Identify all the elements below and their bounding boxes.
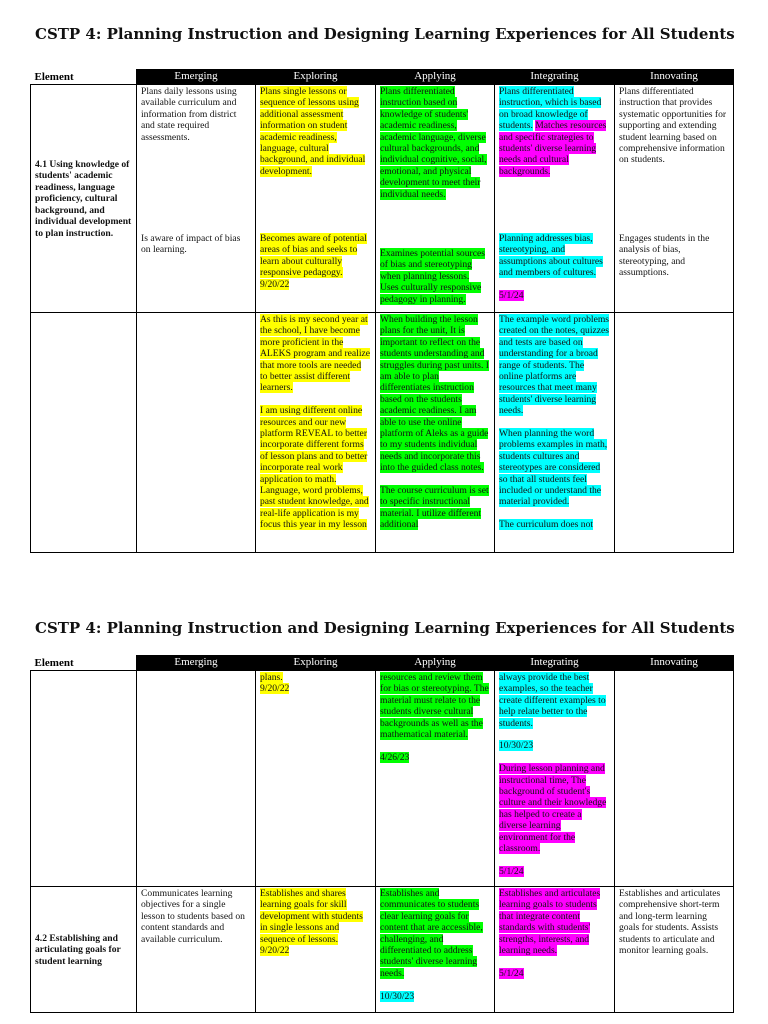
exploring-cell — [256, 887, 376, 1013]
emerging-cell — [137, 671, 256, 887]
integrating-cell — [495, 85, 615, 313]
integrating-text-b: Planning addresses bias, stereotyping, and assumptions about cultures and members of cultures. — [499, 233, 603, 279]
element-cell — [31, 85, 137, 313]
emerging-text: Communicates learning objectives for a single lesson to students based on content standards and available curriculum. — [141, 888, 245, 945]
element-cell — [31, 313, 137, 553]
applying-cell — [376, 671, 495, 887]
table-row — [31, 313, 734, 553]
integrating-reflection-3: The curriculum does not — [499, 519, 594, 531]
integrating-reflection-2: When planning the word problems examples in math, students cultures and stereotypes are considered so that all students feel included or understand the material provided. — [499, 428, 608, 508]
header-applying: Applying — [376, 70, 495, 85]
header-integrating: Integrating — [495, 70, 615, 85]
page-title: CSTP 4: Planning Instruction and Designing Learning Experiences for All Students — [35, 25, 735, 43]
integrating-reflection: During lesson planning and instructional time, The background of student's culture and their knowledge has helped to create a diverse learning environment for the classroom. — [499, 763, 607, 855]
exploring-date: 9/20/22 — [260, 945, 290, 957]
innovating-cell — [615, 313, 734, 553]
header-row — [31, 656, 734, 671]
exploring-cell — [256, 85, 376, 313]
integrating-cell — [495, 671, 615, 887]
emerging-cell — [137, 85, 256, 313]
integrating-reflection-1: The example word problems created on the notes, quizzes and tests are based on understanding for a broad range of students. The online platforms are resources that meet many students' diverse learning needs. — [499, 314, 610, 417]
applying-text: Establishes and communicates to students clear learning goals for content that are accessible, challenging, and differentiated to address students' diverse learning needs. — [380, 888, 483, 979]
innovating-text-a: Plans differentiated instruction that provides systematic opportunities for supporting and extending student learning based on comprehensive information on students. — [619, 86, 727, 166]
applying-text-b: Examines potential sources of bias and stereotyping when planning lessons. Uses culturally responsive pedagogy in planning. — [380, 248, 485, 305]
exploring-text: Establishes and shares learning goals for skill development with students in single lessons and sequence of lessons. — [260, 888, 363, 945]
header-applying: Applying — [376, 656, 495, 671]
table-row — [31, 85, 734, 313]
header-innovating: Innovating — [615, 656, 734, 671]
integrating-cell — [495, 887, 615, 1013]
header-element: Element — [31, 656, 137, 671]
integrating-date: 5/1/24 — [499, 967, 524, 979]
header-emerging: Emerging — [137, 656, 256, 671]
innovating-cell — [615, 85, 734, 313]
applying-cell — [376, 85, 495, 313]
element-label: 4.2 Establishing and articulating goals for student learning — [35, 932, 121, 967]
exploring-cell — [256, 313, 376, 553]
innovating-cell — [615, 671, 734, 887]
integrating-continued: always provide the best examples, so the teacher create different examples to help relate better to the students. — [499, 672, 606, 729]
emerging-cell — [137, 313, 256, 553]
table-row — [31, 887, 734, 1013]
emerging-cell — [137, 887, 256, 1013]
header-element: Element — [31, 70, 137, 85]
integrating-cell — [495, 313, 615, 553]
header-row — [31, 70, 734, 85]
exploring-text-b: Becomes aware of potential areas of bias and seeks to learn about culturally responsive pedagogy. — [260, 233, 367, 279]
exploring-date: 9/20/22 — [260, 683, 290, 695]
applying-date: 10/30/23 — [380, 990, 415, 1002]
header-exploring: Exploring — [256, 656, 376, 671]
integrating-text-a1: Plans differentiated instruction, which is based on broad knowledge of students. — [499, 86, 602, 132]
integrating-date-2: 5/1/24 — [499, 865, 524, 877]
header-emerging: Emerging — [137, 70, 256, 85]
applying-text-a: Plans differentiated instruction based on knowledge of students' academic readiness, academic language, diverse cultural backgrounds, and individual cognitive, social, emotional, and physical development to meet their individual needs. — [380, 86, 487, 200]
emerging-text-b: Is aware of impact of bias on learning. — [141, 233, 241, 256]
exploring-date: 9/20/22 — [260, 278, 290, 290]
integrating-text: Establishes and articulates learning goals to students that integrate content standards with students' strengths, interests, and learning needs. — [499, 888, 601, 957]
innovating-text-b: Engages students in the analysis of bias, stereotyping, and assumptions. — [619, 233, 710, 279]
applying-date: 4/26/23 — [380, 751, 410, 763]
element-cell — [31, 887, 137, 1013]
exploring-continued: plans. — [260, 672, 283, 683]
emerging-text-a: Plans daily lessons using available curriculum and information from district and state required assessments. — [141, 86, 237, 143]
applying-cell — [376, 313, 495, 553]
applying-reflection-1: When building the lesson plans for the unit, It is important to reflect on the students understanding and struggles during past units. I am able to plan differentiates instruction based on the students academic readiness. I am able to use the online platform of Aleks as a guide to my students individual needs and incorporate this into the guided class notes. — [380, 314, 489, 474]
header-exploring: Exploring — [256, 70, 376, 85]
applying-cell — [376, 887, 495, 1013]
integrating-date: 5/1/24 — [499, 290, 524, 302]
innovating-cell — [615, 887, 734, 1013]
rubric-table-1 — [30, 69, 734, 553]
exploring-cell — [256, 671, 376, 887]
integrating-text-a2: Matches resources and specific strategies to students' diverse learning needs and cultural backgrounds. — [499, 120, 607, 177]
header-integrating: Integrating — [495, 656, 615, 671]
header-innovating: Innovating — [615, 70, 734, 85]
element-label: 4.1 Using knowledge of students' academic readiness, language proficiency, cultural background, and individual development to plan instruction. — [35, 159, 132, 239]
innovating-text: Establishes and articulates comprehensive short-term and long-term learning goals for students. Assists students to articulate and monitor learning goals. — [619, 888, 721, 957]
exploring-text-a: Plans single lessons or sequence of lessons using additional assessment information on student academic readiness, language, cultural background, and individual development. — [260, 86, 366, 177]
exploring-reflection-2: I am using different online resources and our new platform REVEAL to better incorporate different forms of lesson plans and to better incorporate real work application to math. Language, word problems, past student knowledge, and real-life application is my focus this year in my lesson — [260, 405, 369, 531]
applying-continued: resources and review them for bias or stereotyping. The material must relate to the students diverse cultural backgrounds as well as the mathematical material. — [380, 672, 489, 741]
page-2 — [0, 600, 768, 1024]
page-title: CSTP 4: Planning Instruction and Designing Learning Experiences for All Students — [35, 619, 735, 637]
element-cell — [31, 671, 137, 887]
table-row — [31, 671, 734, 887]
applying-reflection-2: The course curriculum is set to specific instructional material. I utilize different additional — [380, 485, 489, 531]
rubric-table-2 — [30, 655, 734, 1013]
integrating-date-1: 10/30/23 — [499, 740, 534, 752]
exploring-reflection-1: As this is my second year at the school, I have become more proficient in the ALEKS program and realize that more tools are needed to better assist different learners. — [260, 314, 371, 394]
